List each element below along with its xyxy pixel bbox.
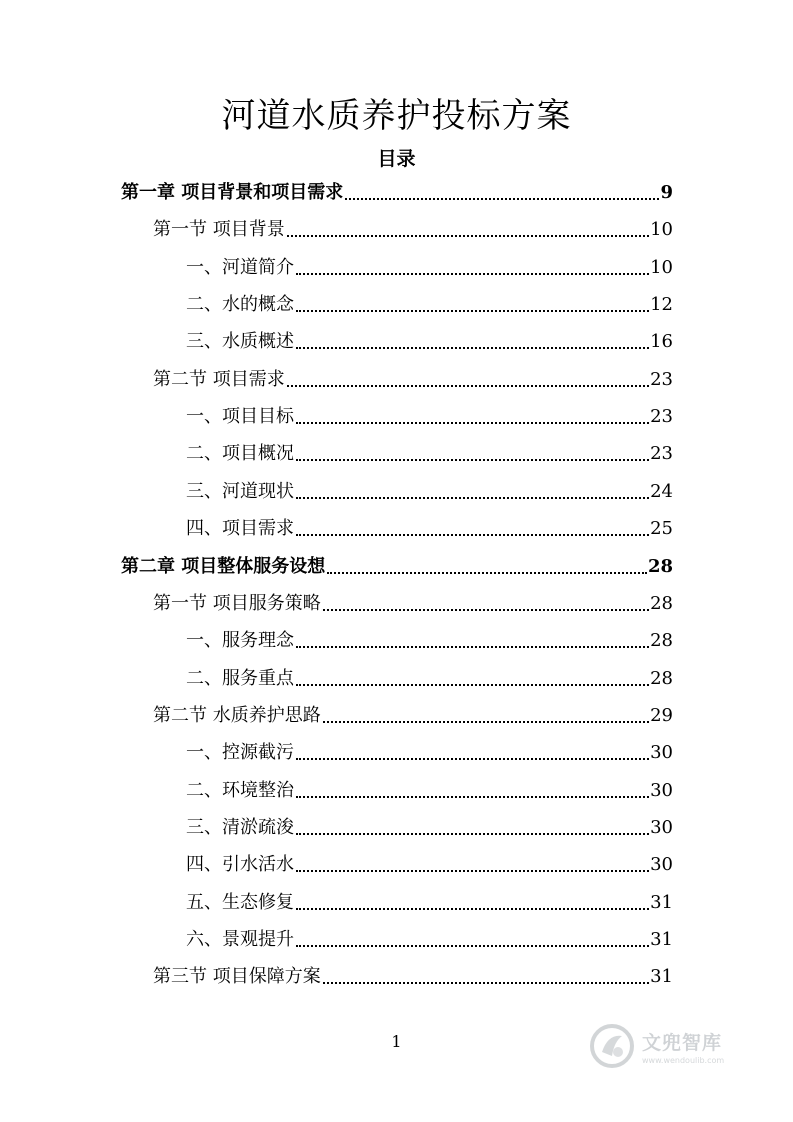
page-number: 1	[391, 1032, 402, 1051]
toc-entry-page: 23	[650, 368, 673, 390]
toc-dot-leader	[296, 758, 649, 760]
toc-entry-page: 28	[647, 555, 673, 577]
toc-entry[interactable]	[153, 363, 673, 393]
toc-entry[interactable]	[153, 699, 673, 729]
toc-dot-leader	[296, 908, 649, 910]
toc-entry-page: 16	[650, 331, 673, 353]
toc-dot-leader	[296, 684, 649, 686]
toc-entry-title: 五、生态修复	[186, 891, 294, 913]
toc-dot-leader	[323, 609, 649, 611]
toc-entry[interactable]	[186, 437, 673, 467]
toc-entry-page: 31	[650, 966, 673, 988]
watermark-url: www.wendoulib.com	[642, 1055, 725, 1065]
toc-entry-title: 第三节 项目保障方案	[153, 966, 321, 988]
toc-dot-leader	[296, 310, 649, 312]
toc-entry-page: 23	[650, 406, 673, 428]
toc-entry-page: 30	[650, 816, 673, 838]
toc-dot-leader	[296, 646, 649, 648]
toc-entry-page: 23	[650, 443, 673, 465]
toc-entry-title: 二、环境整治	[186, 779, 294, 801]
watermark	[588, 1018, 758, 1074]
toc-entry-title: 四、项目需求	[186, 518, 294, 540]
toc-entry-page: 30	[650, 779, 673, 801]
toc-entry[interactable]	[186, 624, 673, 654]
toc-entry-title: 二、服务重点	[186, 667, 294, 689]
toc-dot-leader	[296, 273, 649, 275]
toc-dot-leader	[296, 459, 649, 461]
toc-dot-leader	[296, 534, 649, 536]
toc-dot-leader	[323, 982, 649, 984]
toc-entry-title: 二、水的概念	[186, 294, 294, 316]
toc-entry-title: 一、控源截污	[186, 742, 294, 764]
toc-dot-leader	[345, 198, 659, 200]
toc-entry-page: 25	[650, 518, 673, 540]
toc-entry-title: 三、水质概述	[186, 331, 294, 353]
toc-entry[interactable]	[186, 512, 673, 542]
watermark-name: 文兜智库	[642, 1031, 723, 1054]
toc-entry-page: 28	[650, 630, 673, 652]
toc-entry[interactable]	[121, 550, 673, 580]
toc-entry-title: 三、河道现状	[186, 480, 294, 502]
toc-entry-page: 29	[650, 704, 673, 726]
document-title: 河道水质养护投标方案	[221, 96, 572, 136]
toc-entry[interactable]	[186, 811, 673, 841]
toc-heading: 目录	[377, 148, 416, 170]
toc-entry[interactable]	[186, 923, 673, 953]
toc-dot-leader	[327, 572, 647, 574]
toc-entry[interactable]	[186, 774, 673, 804]
toc-dot-leader	[296, 945, 649, 947]
toc-entry[interactable]	[153, 213, 673, 243]
toc-dot-leader	[287, 385, 649, 387]
toc-entry-title: 三、清淤疏浚	[186, 816, 294, 838]
toc-dot-leader	[323, 721, 649, 723]
toc-entry[interactable]	[186, 325, 673, 355]
toc-entry-page: 24	[650, 480, 673, 502]
toc-entry[interactable]	[153, 960, 673, 990]
toc-entry[interactable]	[186, 886, 673, 916]
toc-entry-page: 30	[650, 854, 673, 876]
toc-entry-title: 一、河道简介	[186, 256, 294, 278]
toc-entry-title: 第二章 项目整体服务设想	[121, 555, 326, 577]
toc-entry-title: 第一节 项目服务策略	[153, 592, 321, 614]
toc-entry-title: 一、项目目标	[186, 406, 294, 428]
toc-entry[interactable]	[186, 400, 673, 430]
toc-entry-page: 31	[650, 929, 673, 950]
toc-entry-page: 12	[650, 294, 673, 316]
toc-entry[interactable]	[186, 251, 673, 281]
toc-entry-title: 一、服务理念	[186, 630, 294, 652]
toc-entry[interactable]	[186, 475, 673, 505]
toc-entry-title: 六、景观提升	[186, 929, 294, 950]
toc-entry-page: 30	[650, 742, 673, 764]
toc-entry-title: 第一节 项目背景	[153, 219, 285, 241]
toc-entry-title: 四、引水活水	[186, 854, 294, 876]
toc-entry[interactable]	[153, 587, 673, 617]
toc-entry-title: 第二节 水质养护思路	[153, 704, 321, 726]
toc-dot-leader	[296, 833, 649, 835]
toc-entry-title: 二、项目概况	[186, 443, 294, 465]
wendou-logo-icon	[588, 1022, 636, 1070]
toc-entry[interactable]	[186, 288, 673, 318]
toc-entry-page: 10	[650, 256, 673, 278]
toc-dot-leader	[296, 347, 649, 349]
toc-dot-leader	[296, 497, 649, 499]
toc-entry-title: 第二节 项目需求	[153, 368, 285, 390]
toc-dot-leader	[296, 796, 649, 798]
toc-dot-leader	[296, 422, 649, 424]
toc-entry[interactable]	[186, 848, 673, 878]
toc-entry-page: 9	[660, 182, 673, 203]
toc-entry-page: 28	[650, 592, 673, 614]
toc-entry-page: 10	[650, 219, 673, 241]
toc-entry-page: 28	[650, 667, 673, 689]
toc-dot-leader	[287, 235, 649, 237]
toc-entry-title: 第一章 项目背景和项目需求	[121, 182, 344, 203]
toc-entry[interactable]	[121, 176, 673, 206]
toc-entry-page: 31	[650, 891, 673, 913]
toc-entry[interactable]	[186, 736, 673, 766]
toc-dot-leader	[296, 870, 649, 872]
toc-entry[interactable]	[186, 662, 673, 692]
